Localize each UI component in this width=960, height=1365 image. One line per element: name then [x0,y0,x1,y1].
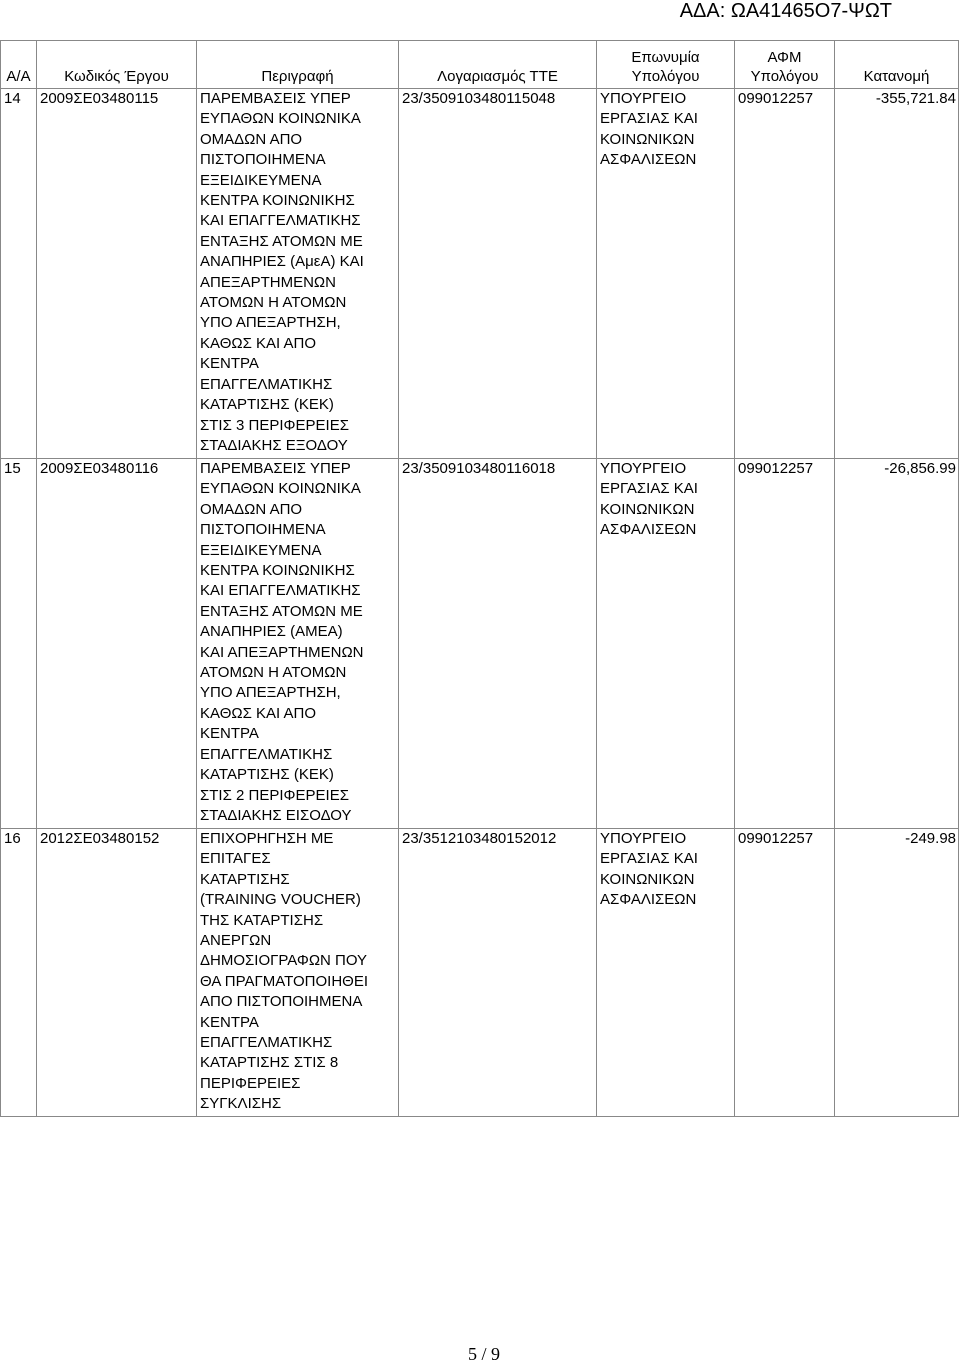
row-afm: 099012257 [735,829,835,1117]
row-amount: -26,856.99 [835,459,959,829]
header-code: Κωδικός Έργου [37,41,197,89]
row-code: 2009ΣΕ03480116 [37,459,197,829]
row-afm: 099012257 [735,89,835,459]
header-account: Λογαριασμός ΤΤΕ [399,41,597,89]
row-amount: -249.98 [835,829,959,1117]
page-total: 9 [491,1344,501,1364]
table-row [1,89,959,459]
row-aa: 15 [1,459,37,829]
row-code: 2009ΣΕ03480115 [37,89,197,459]
row-name: ΥΠΟΥΡΓΕΙΟ ΕΡΓΑΣΙΑΣ ΚΑΙ ΚΟΙΝΩΝΙΚΩΝ ΑΣΦΑΛΙΣΕΩΝ [597,459,735,829]
header-description: Περιγραφή [197,41,399,89]
header-name: Επωνυμία Υπολόγου [597,41,735,89]
row-amount: -355,721.84 [835,89,959,459]
header-amount: Κατανομή [835,41,959,89]
row-afm: 099012257 [735,459,835,829]
page-separator: / [481,1344,487,1364]
row-description: ΕΠΙΧΟΡΗΓΗΣΗ ΜΕ ΕΠΙΤΑΓΕΣ ΚΑΤΑΡΤΙΣΗΣ (TRAINING VOUCHER) ΤΗΣ ΚΑΤΑΡΤΙΣΗΣ ΑΝΕΡΓΩΝ ΔΗΜΟΣΙΟΓΡΑΦΩΝ ΠΟΥ ΘΑ ΠΡΑΓΜΑΤΟΠΟΙΗΘΕΙ ΑΠΟ ΠΙΣΤΟΠΟΙΗΜΕΝΑ ΚΕΝΤΡΑ ΕΠΑΓΓΕΛΜΑΤΙΚΗΣ ΚΑΤΑΡΤΙΣΗΣ ΣΤΙΣ 8 ΠΕΡΙΦΕΡΕΙΕΣ ΣΥΓΚΛΙΣΗΣ [197,829,399,1117]
row-aa: 16 [1,829,37,1117]
row-aa: 14 [1,89,37,459]
ada-code: ΑΔΑ: ΩΑ41465Ο7-ΨΩΤ [679,0,892,22]
table-row [1,829,959,1117]
row-code: 2012ΣΕ03480152 [37,829,197,1117]
row-account: 23/3512103480152012 [399,829,597,1117]
page-current: 5 [468,1344,477,1364]
row-account: 23/3509103480116018 [399,459,597,829]
allocation-table [0,40,959,1117]
table-row [1,459,959,829]
row-name: ΥΠΟΥΡΓΕΙΟ ΕΡΓΑΣΙΑΣ ΚΑΙ ΚΟΙΝΩΝΙΚΩΝ ΑΣΦΑΛΙΣΕΩΝ [597,89,735,459]
header-afm: ΑΦΜ Υπολόγου [735,41,835,89]
row-name: ΥΠΟΥΡΓΕΙΟ ΕΡΓΑΣΙΑΣ ΚΑΙ ΚΟΙΝΩΝΙΚΩΝ ΑΣΦΑΛΙΣΕΩΝ [597,829,735,1117]
header-aa: Α/Α [1,41,37,89]
row-description: ΠΑΡΕΜΒΑΣΕΙΣ ΥΠΕΡ ΕΥΠΑΘΩΝ ΚΟΙΝΩΝΙΚΑ ΟΜΑΔΩΝ ΑΠΟ ΠΙΣΤΟΠΟΙΗΜΕΝΑ ΕΞΕΙΔΙΚΕΥΜΕΝΑ ΚΕΝΤΡΑ ΚΟΙΝΩΝΙΚΗΣ ΚΑΙ ΕΠΑΓΓΕΛΜΑΤΙΚΗΣ ΕΝΤΑΞΗΣ ΑΤΟΜΩΝ ΜΕ ΑΝΑΠΗΡΙΕΣ (ΑμεΑ) ΚΑΙ ΑΠΕΞΑΡΤΗΜΕΝΩΝ ΑΤΟΜΩΝ Η ΑΤΟΜΩΝ ΥΠΟ ΑΠΕΞΑΡΤΗΣΗ, ΚΑΘΩΣ ΚΑΙ ΑΠΟ ΚΕΝΤΡΑ ΕΠΑΓΓΕΛΜΑΤΙΚΗΣ ΚΑΤΑΡΤΙΣΗΣ (ΚΕΚ) ΣΤΙΣ 3 ΠΕΡΙΦΕΡΕΙΕΣ ΣΤΑΔΙΑΚΗΣ ΕΞΟΔΟΥ [197,89,399,459]
row-description: ΠΑΡΕΜΒΑΣΕΙΣ ΥΠΕΡ ΕΥΠΑΘΩΝ ΚΟΙΝΩΝΙΚΑ ΟΜΑΔΩΝ ΑΠΟ ΠΙΣΤΟΠΟΙΗΜΕΝΑ ΕΞΕΙΔΙΚΕΥΜΕΝΑ ΚΕΝΤΡΑ ΚΟΙΝΩΝΙΚΗΣ ΚΑΙ ΕΠΑΓΓΕΛΜΑΤΙΚΗΣ ΕΝΤΑΞΗΣ ΑΤΟΜΩΝ ΜΕ ΑΝΑΠΗΡΙΕΣ (ΑΜΕΑ) ΚΑΙ ΑΠΕΞΑΡΤΗΜΕΝΩΝ ΑΤΟΜΩΝ Η ΑΤΟΜΩΝ ΥΠΟ ΑΠΕΞΑΡΤΗΣΗ, ΚΑΘΩΣ ΚΑΙ ΑΠΟ ΚΕΝΤΡΑ ΕΠΑΓΓΕΛΜΑΤΙΚΗΣ ΚΑΤΑΡΤΙΣΗΣ (ΚΕΚ) ΣΤΙΣ 2 ΠΕΡΙΦΕΡΕΙΕΣ ΣΤΑΔΙΑΚΗΣ ΕΙΣΟΔΟΥ [197,459,399,829]
row-account: 23/3509103480115048 [399,89,597,459]
table-header-row [1,41,959,89]
page-number [468,1344,500,1365]
